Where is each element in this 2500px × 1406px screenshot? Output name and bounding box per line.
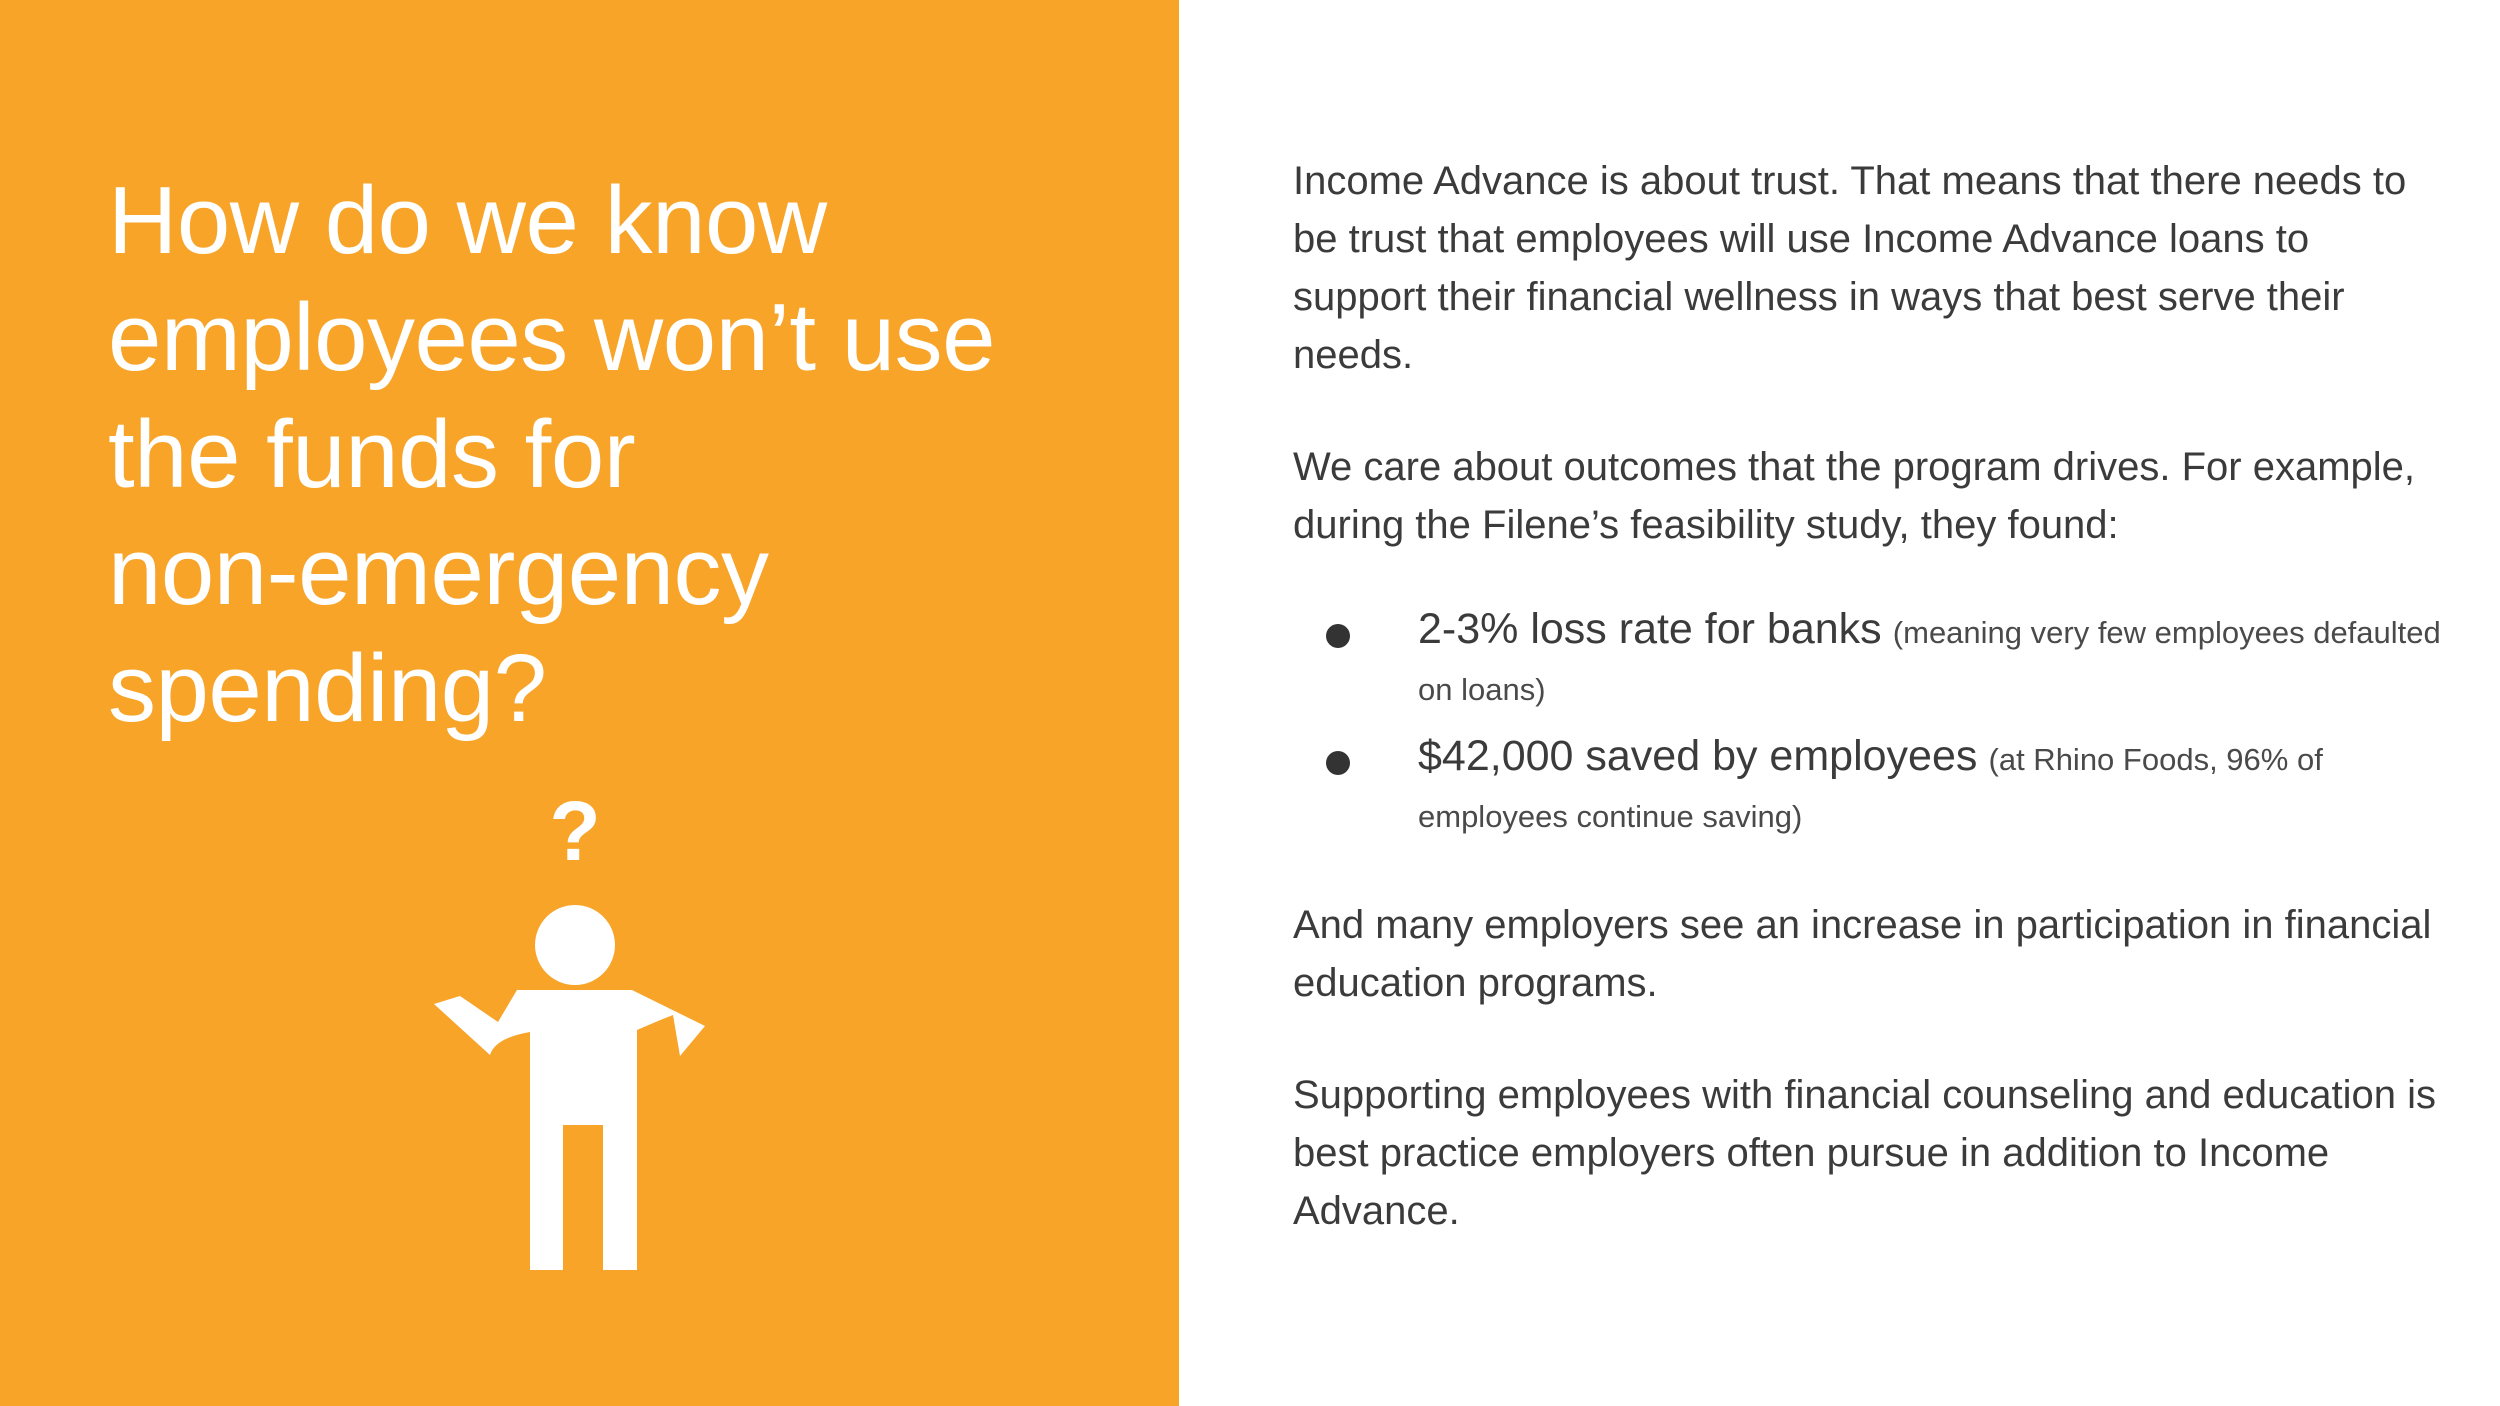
bullet-dot	[1326, 624, 1350, 648]
right-panel	[1293, 152, 2443, 1240]
paragraph-outcomes: We care about outcomes that the program drives. For example, during the Filene’s feasibility study, they found:	[1293, 445, 2416, 547]
title-line: the funds for	[108, 401, 636, 508]
list-item	[1293, 602, 2443, 717]
slide-title	[108, 162, 1108, 747]
paragraph-participation: And many employers see an increase in participation in financial education programs.	[1293, 903, 2432, 1005]
bullet-dot	[1326, 751, 1350, 775]
person-shrug-question-icon	[415, 800, 735, 1280]
question-mark: ?	[549, 800, 601, 878]
bullet-main: $42,000 saved by employees	[1418, 732, 1978, 780]
left-panel	[0, 0, 1179, 1406]
title-line: employees won’t use	[108, 284, 995, 391]
paragraph-supporting: Supporting employees with financial counseling and education is best practice employers often pursue in addition to Income Advance.	[1293, 1073, 2436, 1233]
title-line: spending?	[108, 635, 547, 742]
bullet-note: (meaning very few employees defaulted on loans)	[1418, 615, 2441, 707]
title-line: non-emergency	[108, 518, 769, 625]
paragraph-trust: Income Advance is about trust. That means that there needs to be trust that employees will use Income Advance loans to support their financial wellness in ways that best serve their needs.	[1293, 159, 2407, 377]
bullet-main: 2-3% loss rate for banks	[1418, 605, 1882, 653]
bullet-note: (at Rhino Foods, 96% of employees continue saving)	[1418, 742, 2323, 834]
list-item	[1293, 729, 2443, 844]
findings-list	[1293, 602, 2443, 844]
title-line: How do we know	[108, 167, 827, 274]
